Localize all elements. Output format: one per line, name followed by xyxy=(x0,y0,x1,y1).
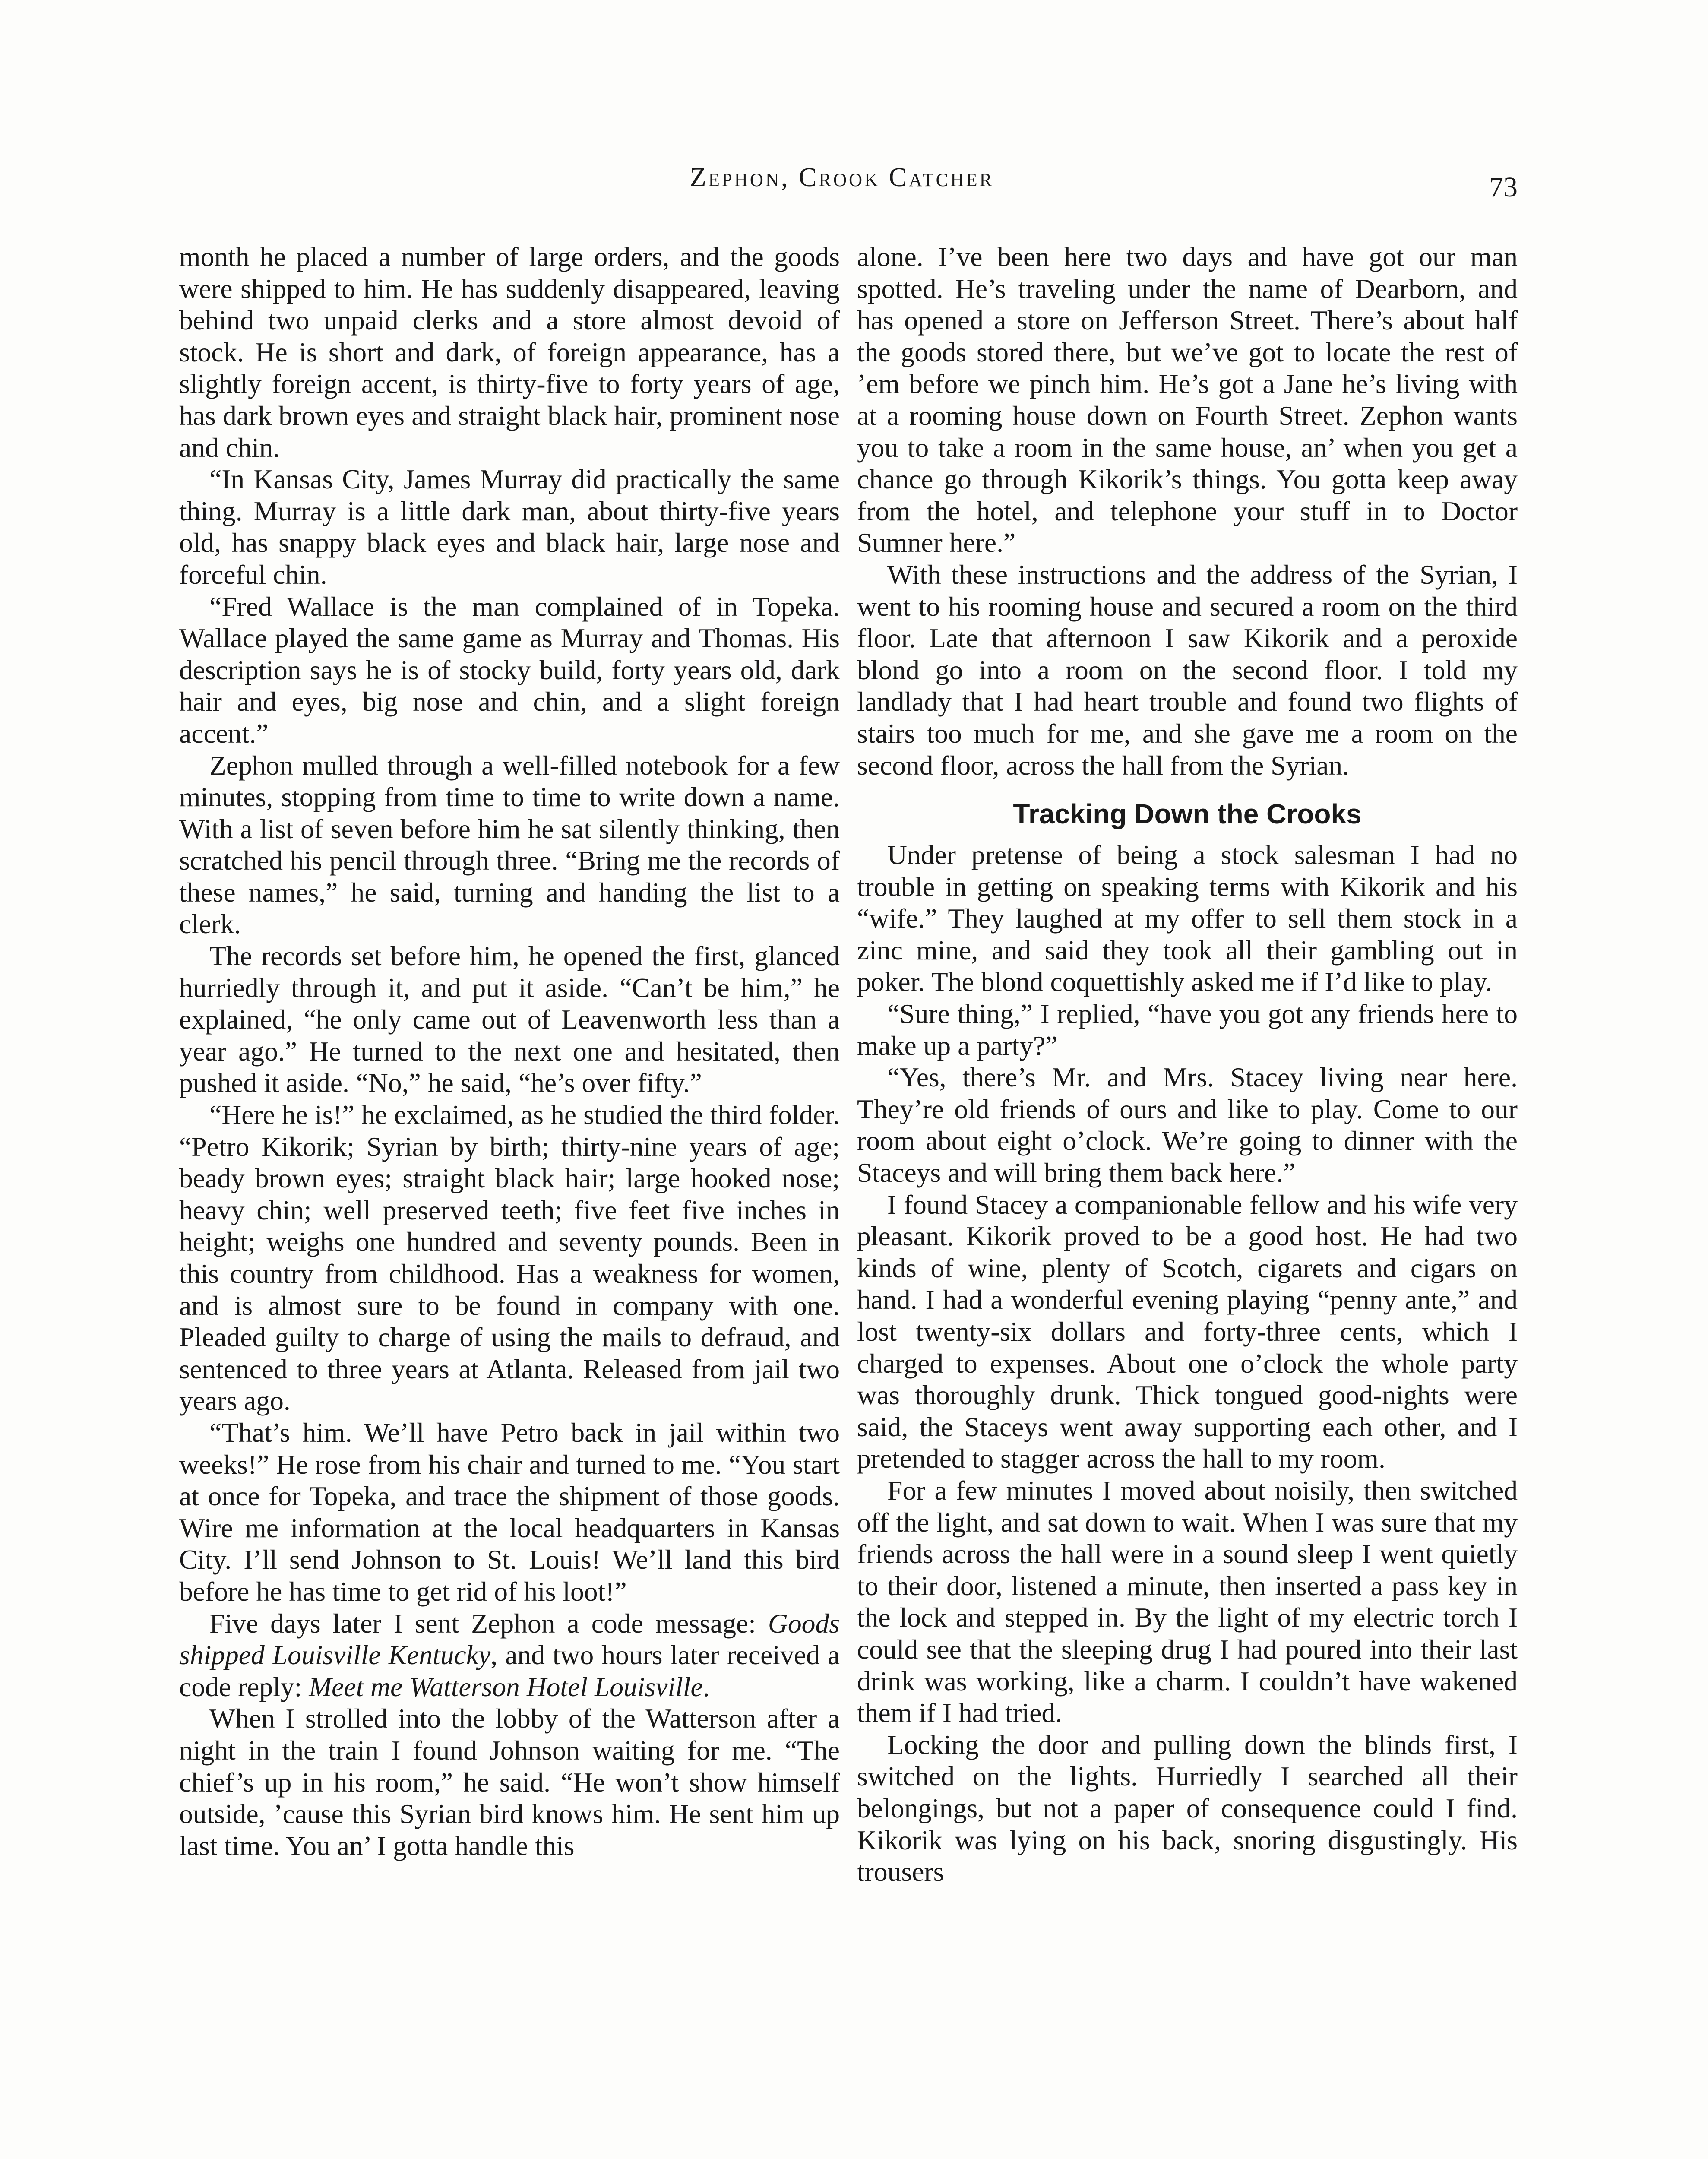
paragraph: month he placed a number of large orders, and the goods were shipped to him. He has suddenly disappeared, leaving behind two unpaid clerks and a store almost devoid of stock. He is short and dark, of foreign appearance, has a slightly foreign accent, is thirty-five to forty years of age, has dark brown eyes and straight black hair, prominent nose and chin. xyxy=(179,241,840,463)
paragraph: “Yes, there’s Mr. and Mrs. Stacey living near here. They’re old friends of ours and like to play. Come to our room about eight o’clock. We’re going to dinner with the Staceys and will bring them back here.” xyxy=(857,1062,1518,1188)
page-number: 73 xyxy=(1489,171,1518,203)
running-head-title: Zephon, Crook Catcher xyxy=(690,163,994,192)
paragraph: With these instructions and the address of the Syrian, I went to his rooming house and secured a room on the third floor. Late that afternoon I saw Kikorik and a peroxide blond go into a room on the second floor. I told my landlady that I had heart trouble and found two flights of stairs too much for me, and she gave me a room on the second floor, across the hall from the Syrian. xyxy=(857,559,1518,781)
paragraph: For a few minutes I moved about noisily, then switched off the light, and sat down to wait. When I was sure that my friends across the hall were in a sound sleep I went quietly to their door, listened a minute, then inserted a pass key in the lock and stepped in. By the light of my electric torch I could see that the sleeping drug I had poured into their last drink was working, like a charm. I couldn’t have wakened them if I had tried. xyxy=(857,1475,1518,1728)
code-reply: Meet me Watterson Hotel Louisville xyxy=(309,1671,703,1702)
paragraph: “In Kansas City, James Murray did practically the same thing. Murray is a little dark man, about thirty-five years old, has snappy black eyes and black hair, large nose and forceful chin. xyxy=(179,464,840,590)
paragraph-code-message xyxy=(179,1608,840,1703)
paragraph: “Sure thing,” I replied, “have you got any friends here to make up a party?” xyxy=(857,998,1518,1061)
text-run: , and two hours later received a code reply: xyxy=(179,1640,840,1702)
paragraph: Locking the door and pulling down the blinds first, I switched on the lights. Hurriedly I searched all their belongings, but not a paper of consequence could I find. Kikorik was lying on his back, snoring disgustingly. His trousers xyxy=(857,1729,1518,1887)
text-run: . xyxy=(702,1671,710,1702)
paragraph: I found Stacey a companionable fellow and his wife very pleasant. Kikorik proved to be a good host. He had two kinds of wine, plenty of Scotch, cigarets and cigars on hand. I had a wonderful evening playing “penny ante,” and lost twenty-six dollars and forty-three cents, which I charged to expenses. About one o’clock the whole party was thoroughly drunk. Thick tongued good-nights were said, the Staceys went away supporting each other, and I pretended to stagger across the hall to my room. xyxy=(857,1189,1518,1474)
paragraph: Zephon mulled through a well-filled notebook for a few minutes, stopping from time to time to write down a name. With a list of seven before him he sat silently thinking, then scratched his pencil through three. “Bring me the records of these names,” he said, turning and handing the list to a clerk. xyxy=(179,750,840,940)
paragraph: Under pretense of being a stock salesman I had no trouble in getting on speaking terms with Kikorik and his “wife.” They laughed at my offer to sell them stock in a zinc mine, and said they took all their gambling out in poker. The blond coquettishly asked me if I’d like to play. xyxy=(857,839,1518,997)
right-column xyxy=(857,241,1518,1888)
text-run: Five days later I sent Zephon a code message: xyxy=(209,1608,768,1639)
section-subheading: Tracking Down the Crooks xyxy=(1013,798,1362,830)
left-column xyxy=(179,241,840,1861)
paragraph: alone. I’ve been here two days and have got our man spotted. He’s traveling under the name of Dearborn, and has opened a store on Jefferson Street. There’s about half the goods stored there, but we’ve got to locate the rest of ’em before we pinch him. He’s got a Jane he’s living with at a rooming house down on Fourth Street. Zephon wants you to take a room in the same house, an’ when you get a chance go through Kikorik’s things. You gotta keep away from the hotel, and telephone your stuff in to Doctor Sumner here.” xyxy=(857,241,1518,558)
code-message: Goods shipped Louisville Kentucky xyxy=(179,1608,840,1671)
paragraph: “Here he is!” he exclaimed, as he studied the third folder. “Petro Kikorik; Syrian by birth; thirty-nine years of age; beady brown eyes; straight black hair; large hooked nose; heavy chin; well preserved teeth; five feet five inches in height; weighs one hundred and seventy pounds. Been in this country from childhood. Has a weakness for women, and is almost sure to be found in company with one. Pleaded guilty to charge of using the mails to defraud, and sentenced to three years at Atlanta. Released from jail two years ago. xyxy=(179,1099,840,1416)
paragraph: When I strolled into the lobby of the Watterson after a night in the train I found Johnson waiting for me. “The chief’s up in his room,” he said. “He won’t show himself outside, ’cause this Syrian bird knows him. He sent him up last time. You an’ I gotta handle this xyxy=(179,1703,840,1861)
paragraph: The records set before him, he opened the first, glanced hurriedly through it, and put it aside. “Can’t be him,” he explained, “he only came out of Leavenworth less than a year ago.” He turned to the next one and hesitated, then pushed it aside. “No,” he said, “he’s over fifty.” xyxy=(179,940,840,1098)
paragraph: “Fred Wallace is the man complained of in Topeka. Wallace played the same game as Murray and Thomas. His description says he is of stocky build, forty years old, dark hair and eyes, big nose and chin, and a slight foreign accent.” xyxy=(179,591,840,749)
paragraph: “That’s him. We’ll have Petro back in jail within two weeks!” He rose from his chair and turned to me. “You start at once for Topeka, and trace the shipment of those goods. Wire me information at the local headquarters in Kansas City. I’ll send Johnson to St. Louis! We’ll land this bird before he has time to get rid of his loot!” xyxy=(179,1417,840,1607)
